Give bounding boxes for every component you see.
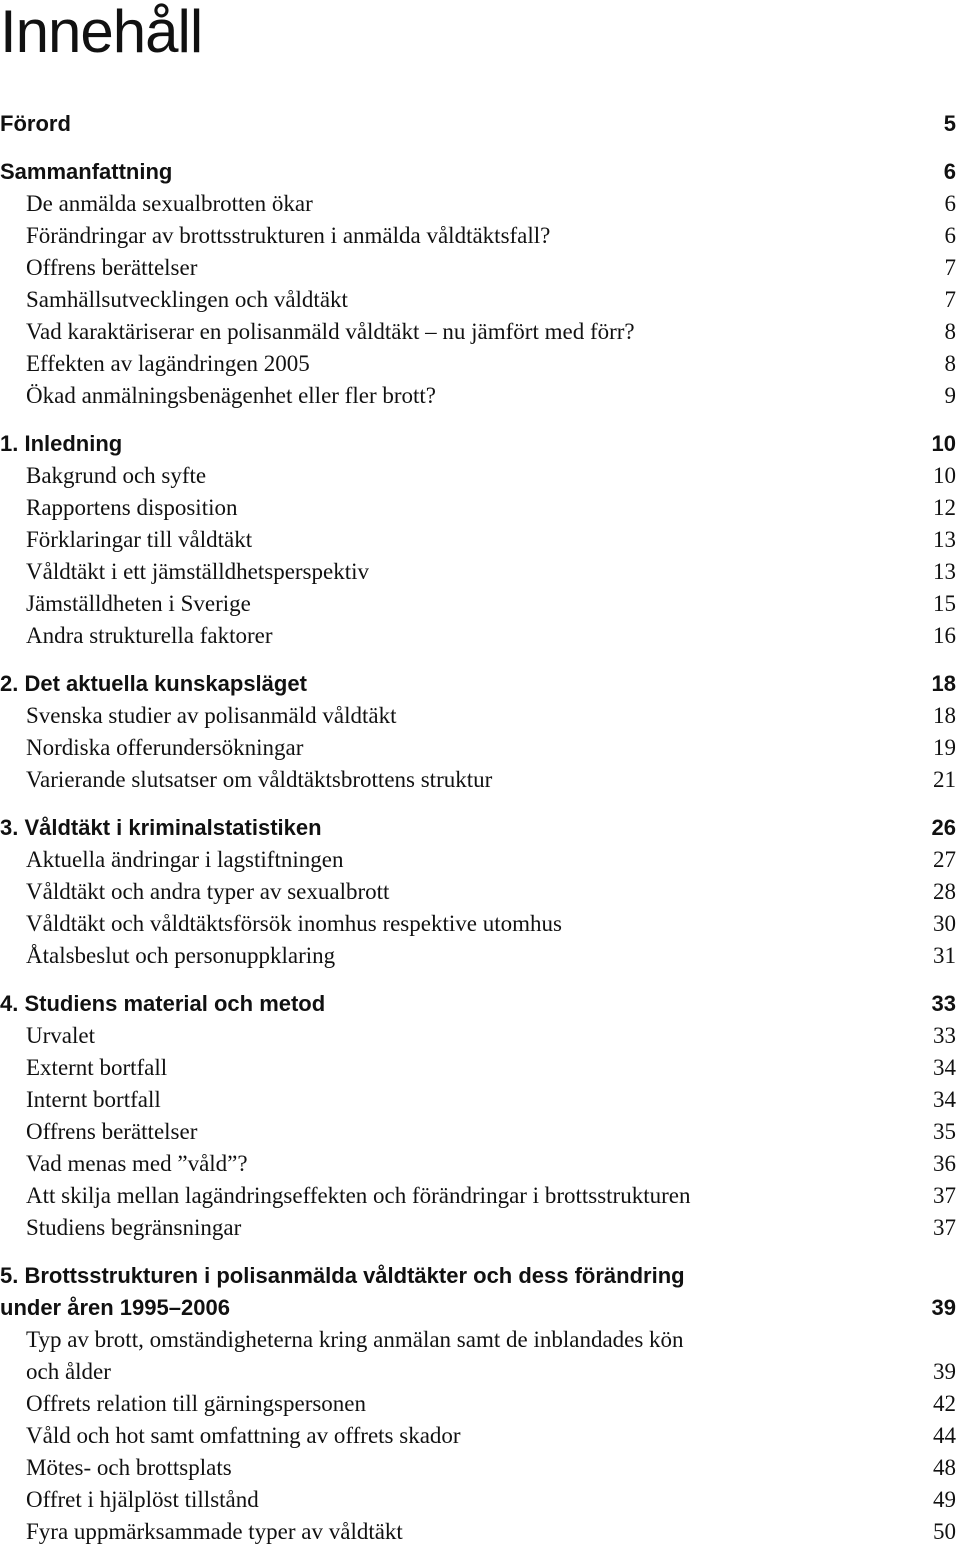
toc-heading-label: Sammanfattning bbox=[0, 159, 173, 184]
toc-entry-page: 50 bbox=[933, 1519, 956, 1544]
toc-heading[interactable] bbox=[0, 428, 956, 460]
toc-entry-label: Studiens begränsningar bbox=[26, 1215, 242, 1240]
toc-entry-label: Våldtäkt i ett jämställdhetsperspektiv bbox=[26, 559, 370, 584]
toc-entry-label: Andra strukturella faktorer bbox=[26, 623, 273, 648]
toc-entry-label: Aktuella ändringar i lagstiftningen bbox=[26, 847, 344, 872]
toc-entry[interactable] bbox=[0, 220, 956, 252]
toc-entry-page: 15 bbox=[933, 591, 956, 616]
toc-entry-page: 7 bbox=[944, 287, 956, 312]
toc-entry-page: 49 bbox=[933, 1487, 956, 1512]
toc-entry-line2[interactable] bbox=[0, 1356, 956, 1388]
toc-entry[interactable] bbox=[0, 1116, 956, 1148]
toc-heading-line1[interactable] bbox=[0, 1260, 956, 1292]
toc-entry-page: 28 bbox=[933, 879, 956, 904]
toc-entry[interactable] bbox=[0, 1180, 956, 1212]
toc-entry[interactable] bbox=[0, 188, 956, 220]
toc-entry-page: 35 bbox=[933, 1119, 956, 1144]
toc-section-foreword bbox=[0, 108, 956, 140]
toc-section-summary bbox=[0, 156, 956, 412]
toc-entry-page: 39 bbox=[933, 1359, 956, 1384]
toc-heading-label: 4. Studiens material och metod bbox=[0, 991, 326, 1016]
toc-heading[interactable] bbox=[0, 668, 956, 700]
toc-heading-label: 2. Det aktuella kunskapsläget bbox=[0, 671, 307, 696]
toc-entry-page: 7 bbox=[944, 255, 956, 280]
toc-entry-line1[interactable] bbox=[0, 1324, 956, 1356]
toc-entry-label: Varierande slutsatser om våldtäktsbrottens struktur bbox=[26, 767, 493, 792]
toc-entry[interactable] bbox=[0, 764, 956, 796]
toc-heading-page: 33 bbox=[931, 991, 956, 1016]
toc-entry-label: De anmälda sexualbrotten ökar bbox=[26, 191, 313, 216]
toc-entry-label: Typ av brott, omständigheterna kring anmälan samt de inblandades kön bbox=[26, 1327, 684, 1352]
toc-heading-page: 26 bbox=[931, 815, 956, 840]
toc-entry-label: Offrens berättelser bbox=[26, 255, 198, 280]
toc-entry-label: Jämställdheten i Sverige bbox=[26, 591, 251, 616]
toc-entry[interactable] bbox=[0, 316, 956, 348]
toc-entry-label: Rapportens disposition bbox=[26, 495, 238, 520]
toc-entry-label: Offrets relation till gärningspersonen bbox=[26, 1391, 367, 1416]
toc-entry-label: Vad menas med ”våld”? bbox=[26, 1151, 248, 1176]
toc-entry[interactable] bbox=[0, 844, 956, 876]
toc-entry[interactable] bbox=[0, 1084, 956, 1116]
toc-entry-page: 16 bbox=[933, 623, 956, 648]
toc-entry-page: 13 bbox=[933, 527, 956, 552]
toc-entry[interactable] bbox=[0, 588, 956, 620]
toc-heading-page: 39 bbox=[931, 1295, 956, 1320]
toc-entry[interactable] bbox=[0, 380, 956, 412]
toc-section-crime-structure bbox=[0, 1260, 956, 1548]
toc-section-crime-statistics bbox=[0, 812, 956, 972]
toc-entry-label: Bakgrund och syfte bbox=[26, 463, 207, 488]
toc-heading[interactable] bbox=[0, 108, 956, 140]
toc-entry-label: Att skilja mellan lagändringseffekten och förändringar i brottsstrukturen bbox=[26, 1183, 691, 1208]
toc-entry[interactable] bbox=[0, 700, 956, 732]
toc-entry-page: 18 bbox=[933, 703, 956, 728]
toc-entry-label: Svenska studier av polisanmäld våldtäkt bbox=[26, 703, 397, 728]
toc-entry-page: 6 bbox=[944, 191, 956, 216]
toc-entry[interactable] bbox=[0, 1484, 956, 1516]
toc-entry-page: 27 bbox=[933, 847, 956, 872]
toc-entry[interactable] bbox=[0, 1420, 956, 1452]
toc-entry[interactable] bbox=[0, 492, 956, 524]
toc-entry[interactable] bbox=[0, 252, 956, 284]
toc-entry-page: 36 bbox=[933, 1151, 956, 1176]
toc-entry-label: Externt bortfall bbox=[26, 1055, 168, 1080]
toc-entry[interactable] bbox=[0, 940, 956, 972]
toc-entry-label: Våldtäkt och andra typer av sexualbrott bbox=[26, 879, 390, 904]
toc-entry-label: Effekten av lagändringen 2005 bbox=[26, 351, 310, 376]
toc-entry-page: 42 bbox=[933, 1391, 956, 1416]
toc-entry[interactable] bbox=[0, 460, 956, 492]
toc-entry-page: 8 bbox=[944, 351, 956, 376]
toc-entry-label: Fyra uppmärksammade typer av våldtäkt bbox=[26, 1519, 403, 1544]
toc-entry-page: 19 bbox=[933, 735, 956, 760]
toc-entry-label: Våld och hot samt omfattning av offrets skador bbox=[26, 1423, 461, 1448]
toc-entry[interactable] bbox=[0, 1452, 956, 1484]
toc-entry[interactable] bbox=[0, 620, 956, 652]
toc-entry-label: Urvalet bbox=[26, 1023, 95, 1048]
toc-entry[interactable] bbox=[0, 524, 956, 556]
toc-heading[interactable] bbox=[0, 156, 956, 188]
toc-entry[interactable] bbox=[0, 732, 956, 764]
toc-entry-label: Samhällsutvecklingen och våldtäkt bbox=[26, 287, 348, 312]
toc-entry[interactable] bbox=[0, 1020, 956, 1052]
toc-entry[interactable] bbox=[0, 876, 956, 908]
toc-entry-page: 44 bbox=[933, 1423, 956, 1448]
toc-entry-label-continued: och ålder bbox=[26, 1359, 111, 1384]
toc-heading-page: 18 bbox=[931, 671, 956, 696]
toc-heading[interactable] bbox=[0, 988, 956, 1020]
toc-heading-page: 5 bbox=[943, 111, 956, 136]
toc-entry-page: 30 bbox=[933, 911, 956, 936]
toc-entry-label: Nordiska offerundersökningar bbox=[26, 735, 304, 760]
toc-section-introduction bbox=[0, 428, 956, 652]
toc-entry-page: 9 bbox=[944, 383, 956, 408]
toc-entry[interactable] bbox=[0, 1148, 956, 1180]
toc-entry[interactable] bbox=[0, 1212, 956, 1244]
toc-entry-page: 37 bbox=[933, 1215, 956, 1240]
toc-entry-label: Förändringar av brottsstrukturen i anmälda våldtäktsfall? bbox=[26, 223, 551, 248]
toc-entry-label: Åtalsbeslut och personuppklaring bbox=[26, 943, 336, 968]
toc-entry[interactable] bbox=[0, 1516, 956, 1548]
toc-heading[interactable] bbox=[0, 812, 956, 844]
toc-entry[interactable] bbox=[0, 284, 956, 316]
toc-entry-label: Internt bortfall bbox=[26, 1087, 161, 1112]
toc-entry[interactable] bbox=[0, 1388, 956, 1420]
toc-entry-label: Våldtäkt och våldtäktsförsök inomhus respektive utomhus bbox=[26, 911, 562, 936]
toc-entry-page: 33 bbox=[933, 1023, 956, 1048]
toc-heading-label: 5. Brottsstrukturen i polisanmälda våldtäkter och dess förändring bbox=[0, 1263, 685, 1288]
toc-entry-page: 34 bbox=[933, 1055, 956, 1080]
toc-entry-label: Offret i hjälplöst tillstånd bbox=[26, 1487, 259, 1512]
toc-entry-page: 13 bbox=[933, 559, 956, 584]
toc-entry[interactable] bbox=[0, 1052, 956, 1084]
toc-entry-page: 21 bbox=[933, 767, 956, 792]
toc-section-current-knowledge bbox=[0, 668, 956, 796]
table-of-contents bbox=[0, 108, 956, 1564]
toc-entry-label: Vad karaktäriserar en polisanmäld våldtäkt – nu jämfört med förr? bbox=[26, 319, 635, 344]
toc-entry-label: Ökad anmälningsbenägenhet eller fler brott? bbox=[26, 383, 437, 408]
toc-entry-page: 12 bbox=[933, 495, 956, 520]
toc-heading-line2[interactable] bbox=[0, 1292, 956, 1324]
toc-entry-label: Offrens berättelser bbox=[26, 1119, 198, 1144]
toc-entry-label: Förklaringar till våldtäkt bbox=[26, 527, 253, 552]
toc-entry[interactable] bbox=[0, 348, 956, 380]
toc-heading-label: 3. Våldtäkt i kriminalstatistiken bbox=[0, 815, 322, 840]
toc-entry-page: 6 bbox=[944, 223, 956, 248]
toc-entry-page: 34 bbox=[933, 1087, 956, 1112]
toc-entry-page: 37 bbox=[933, 1183, 956, 1208]
toc-entry-page: 31 bbox=[933, 943, 956, 968]
toc-heading-page: 6 bbox=[943, 159, 956, 184]
toc-entry-page: 8 bbox=[944, 319, 956, 344]
toc-entry[interactable] bbox=[0, 908, 956, 940]
page-title: Innehåll bbox=[0, 0, 203, 65]
toc-entry-page: 48 bbox=[933, 1455, 956, 1480]
toc-entry-page: 10 bbox=[933, 463, 956, 488]
toc-section-material-method bbox=[0, 988, 956, 1244]
toc-heading-page: 10 bbox=[931, 431, 956, 456]
toc-heading-label: 1. Inledning bbox=[0, 431, 123, 456]
toc-heading-label-continued: under åren 1995–2006 bbox=[0, 1295, 230, 1320]
toc-entry[interactable] bbox=[0, 556, 956, 588]
toc-heading-label: Förord bbox=[0, 111, 71, 136]
toc-entry-label: Mötes- och brottsplats bbox=[26, 1455, 232, 1480]
